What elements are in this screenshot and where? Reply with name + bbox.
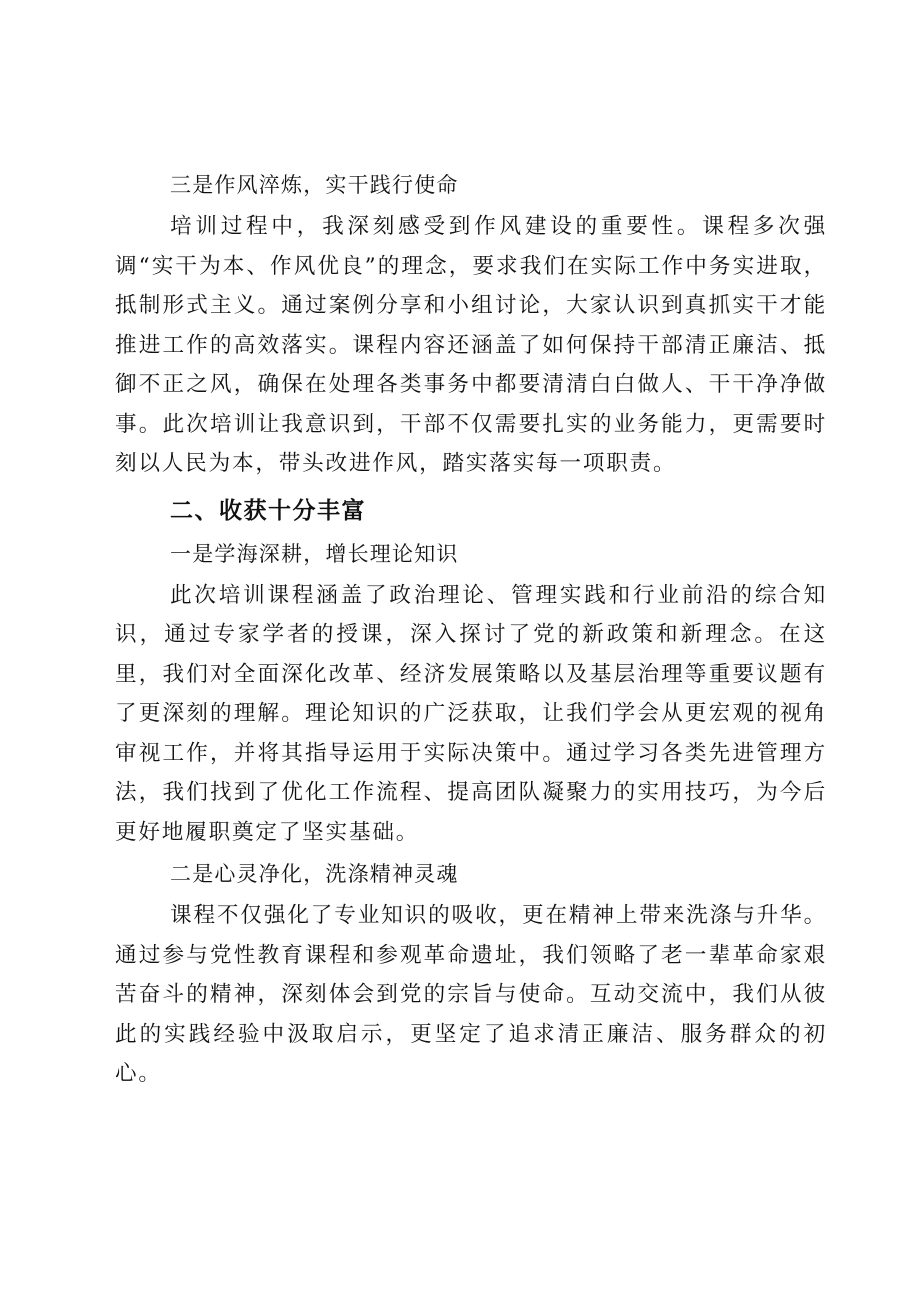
- paragraph-spirit-purification: 课程不仅强化了专业知识的吸收，更在精神上带来洗涤与升华。通过参与党性教育课程和参观革命遗址，我们领略了老一辈革命家艰苦奋斗的精神，深刻体会到党的宗旨与使命。互动交流中，我们从彼此的实践经验中汲取启示，更坚定了追求清正廉洁、服务群众的初心。: [115, 903, 827, 1086]
- subheading-spirit-purification: 二是心灵净化，洗涤精神灵魂: [170, 862, 459, 886]
- document-body: [115, 163, 827, 1094]
- subheading-theory-knowledge: 一是学海深耕，增长理论知识: [170, 541, 459, 566]
- paragraph-theory-knowledge: 此次培训课程涵盖了政治理论、管理实践和行业前沿的综合知识，通过专家学者的授课，深入探讨了党的新政策和新理念。在这里，我们对全面深化改革、经济发展策略以及基层治理等重要议题有了更深刻的理解。理论知识的广泛获取，让我们学会从更宏观的视角审视工作，并将其指导运用于实际决策中。通过学习各类先进管理方法，我们找到了优化工作流程、提高团队凝聚力的实用技巧，为今后更好地履职奠定了坚实基础。: [115, 582, 827, 845]
- subheading-style-training: 三是作风淬炼，实干践行使命: [170, 173, 459, 197]
- section-heading-rich-harvest: 二、收获十分丰富: [170, 497, 366, 524]
- paragraph-style-training: 培训过程中，我深刻感受到作风建设的重要性。课程多次强调“实干为本、作风优良”的理念，要求我们在实际工作中务实进取，抵制形式主义。通过案例分享和小组讨论，大家认识到真抓实干才能推进工作的高效落实。课程内容还涵盖了如何保持干部清正廉洁、抵御不正之风，确保在处理各类事务中都要清清白白做人、干干净净做事。此次培训让我意识到，干部不仅需要扎实的业务能力，更需要时刻以人民为本，带头改进作风，踏实落实每一项职责。: [115, 214, 827, 476]
